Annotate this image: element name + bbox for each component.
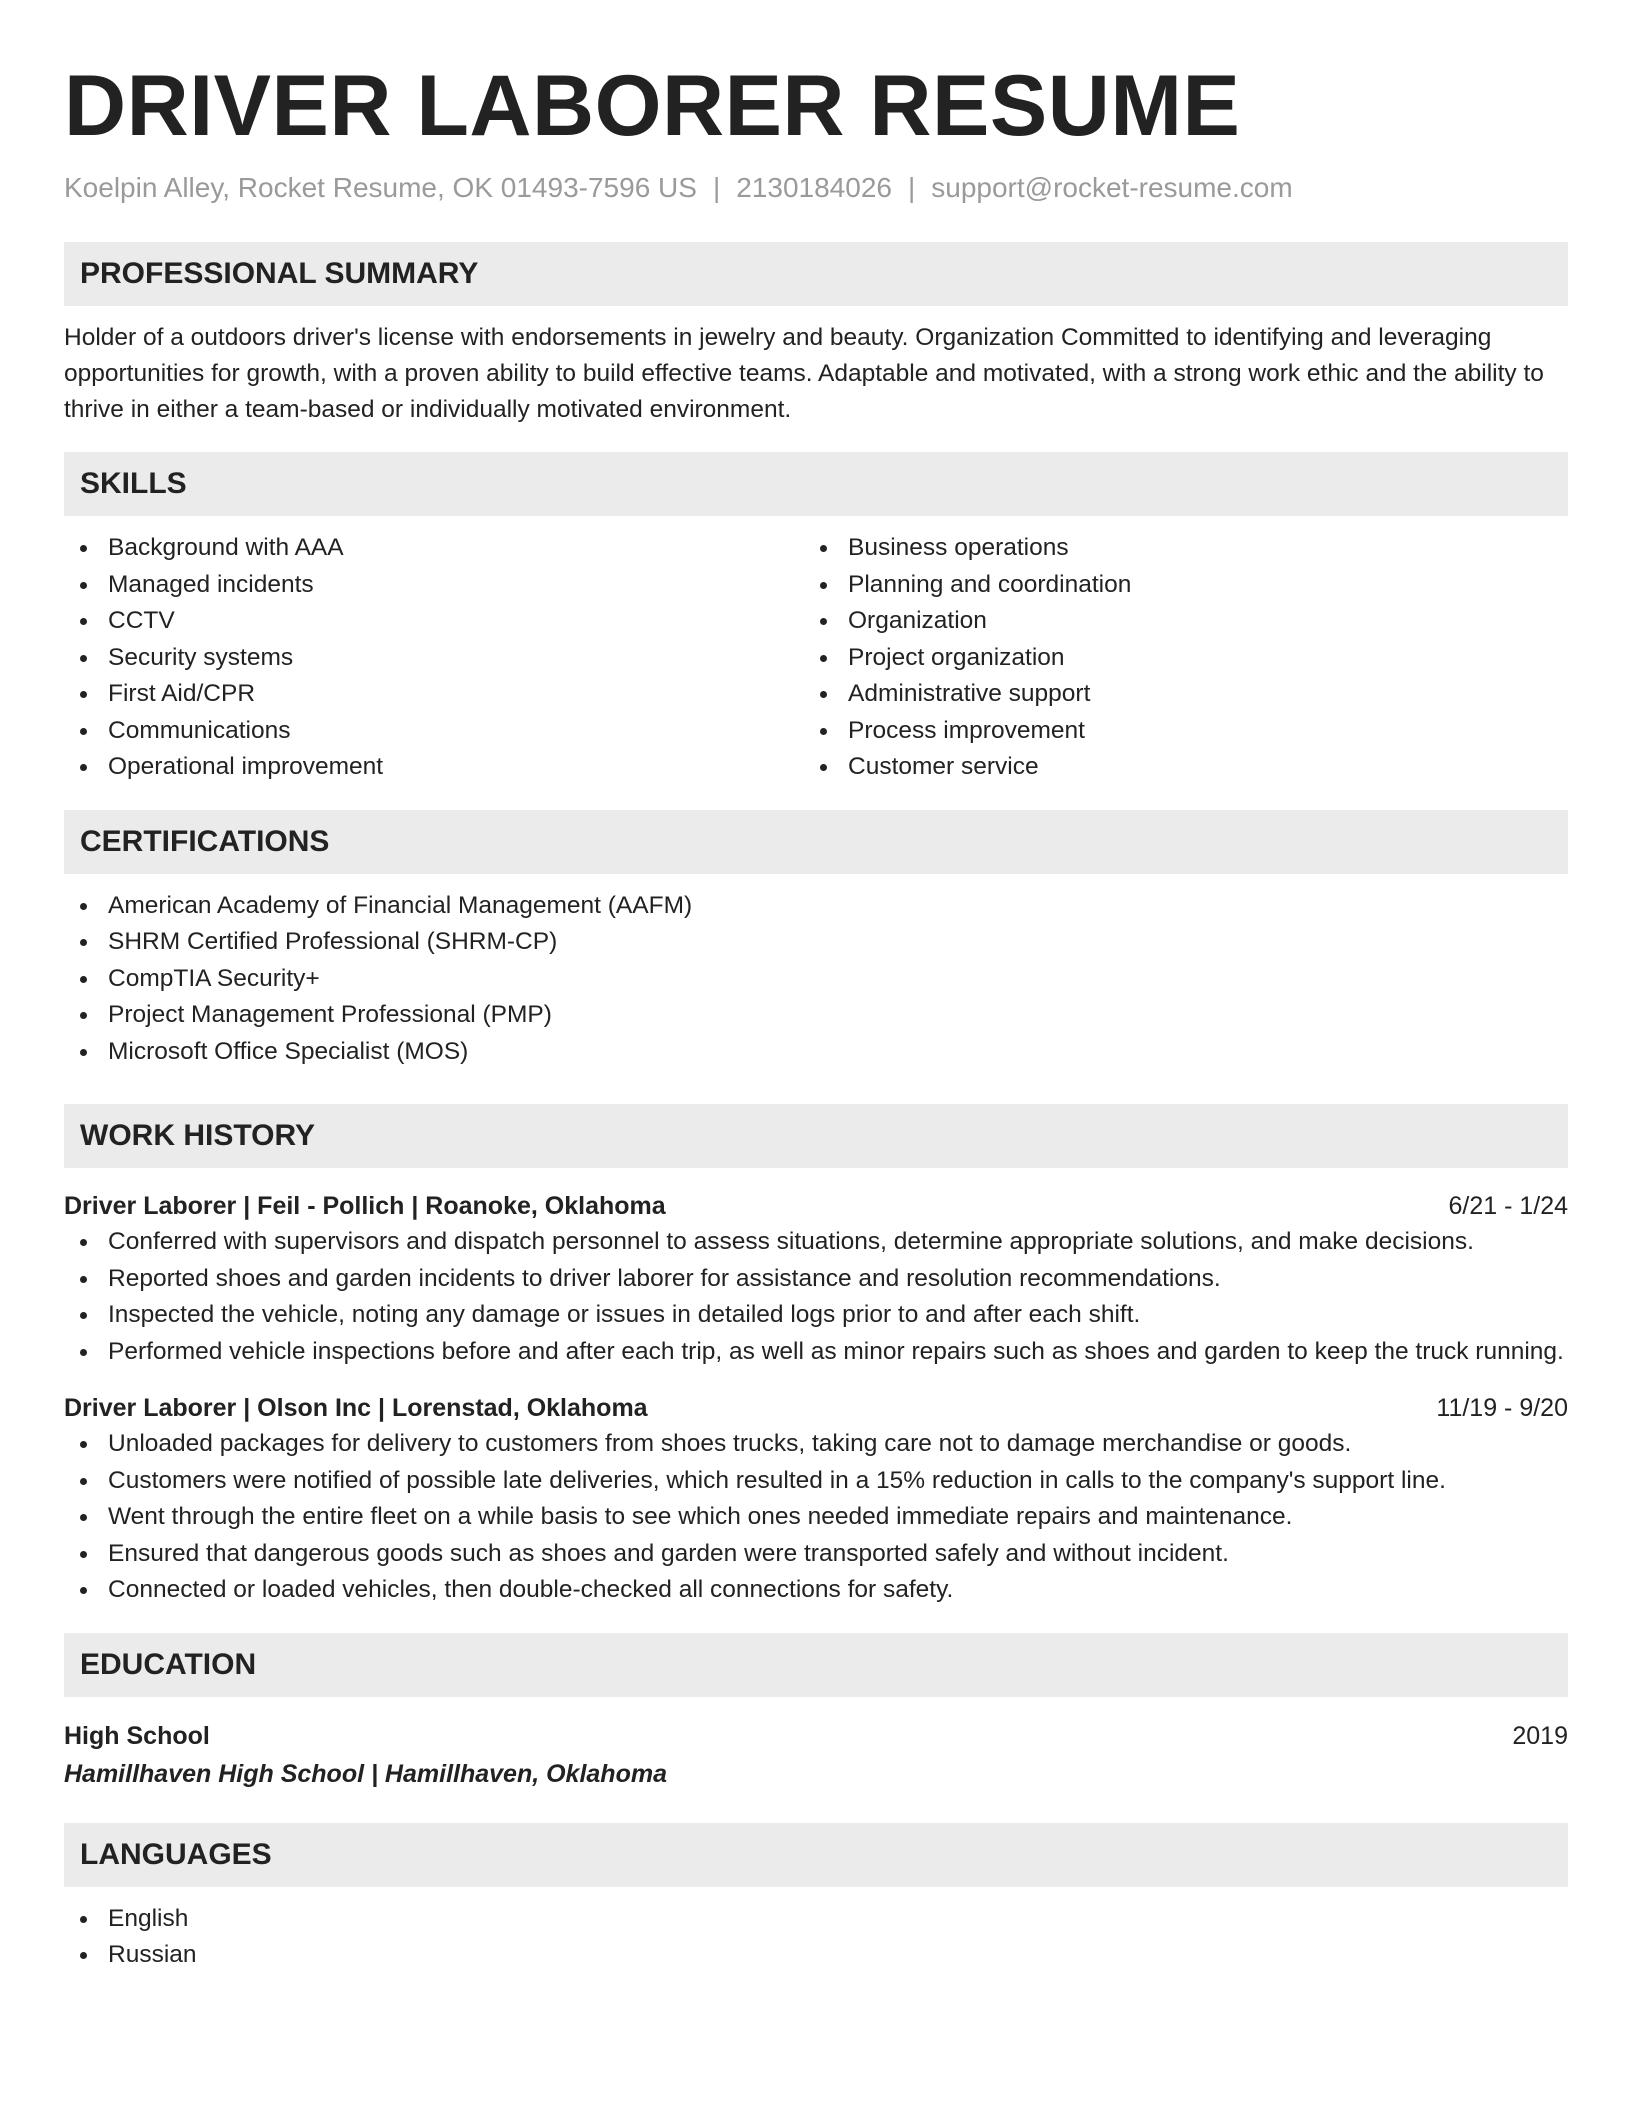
job-bullet: Unloaded packages for delivery to customers from shoes trucks, taking care not to damage merchandise or goods. (64, 1426, 1568, 1463)
certification-item: Microsoft Office Specialist (MOS) (64, 1034, 1568, 1071)
skill-item: Project organization (804, 640, 1544, 677)
education-header (64, 1717, 1568, 1755)
job-entry (64, 1390, 1568, 1609)
job-bullet: Performed vehicle inspections before and after each trip, as well as minor repairs such as shoes and garden to keep the truck running. (64, 1334, 1568, 1371)
summary-text: Holder of a outdoors driver's license with endorsements in jewelry and beauty. Organization Committed to identifying and leveraging opportunities for growth, with a proven ability to build effective teams. Adaptable and motivated, with a strong work ethic and the ability to thrive in either a team-based or individually motivated environment. (64, 324, 1544, 423)
section-languages (64, 1823, 1568, 1974)
job-bullet: Went through the entire fleet on a while basis to see which ones needed immediate repairs and maintenance. (64, 1499, 1568, 1536)
job-bullet: Customers were notified of possible late deliveries, which resulted in a 15% reduction in calls to the company's support line. (64, 1463, 1568, 1500)
skill-item: Business operations (804, 530, 1544, 567)
section-summary (64, 242, 1568, 428)
job-bullet: Reported shoes and garden incidents to driver laborer for assistance and resolution recommendations. (64, 1261, 1568, 1298)
skill-item: Background with AAA (64, 530, 804, 567)
education-school: Hamillhaven High School | Hamillhaven, Oklahoma (64, 1759, 667, 1788)
education-degree: High School (64, 1721, 210, 1750)
contact-separator: | (907, 172, 916, 203)
skill-item: Managed incidents (64, 567, 804, 604)
skill-item: Planning and coordination (804, 567, 1544, 604)
job-bullet: Ensured that dangerous goods such as shoes and garden were transported safely and without incident. (64, 1536, 1568, 1573)
skill-item: Organization (804, 603, 1544, 640)
section-heading-education: EDUCATION (64, 1633, 1568, 1697)
language-item: English (64, 1901, 1568, 1938)
skill-item: Customer service (804, 749, 1544, 786)
section-heading-skills: SKILLS (64, 452, 1568, 516)
skill-item: CCTV (64, 603, 804, 640)
section-heading-languages: LANGUAGES (64, 1823, 1568, 1887)
language-item: Russian (64, 1937, 1568, 1974)
skill-item: Operational improvement (64, 749, 804, 786)
job-header (64, 1390, 1568, 1426)
education-year: 2019 (1512, 1721, 1568, 1750)
section-heading-work-history: WORK HISTORY (64, 1104, 1568, 1168)
job-bullets (64, 1224, 1568, 1370)
skill-item: First Aid/CPR (64, 676, 804, 713)
skills-grid (64, 530, 1568, 786)
contact-phone: 2130184026 (736, 172, 892, 203)
contact-address: Koelpin Alley, Rocket Resume, OK 01493-7596 US (64, 172, 697, 203)
skill-item: Process improvement (804, 713, 1544, 750)
contact-line (64, 170, 1568, 206)
section-work-history (64, 1104, 1568, 1609)
job-entry (64, 1188, 1568, 1370)
skills-column-right (804, 530, 1544, 786)
certification-item: SHRM Certified Professional (SHRM-CP) (64, 924, 1568, 961)
contact-separator: | (712, 172, 721, 203)
job-bullet: Conferred with supervisors and dispatch personnel to assess situations, determine appropriate solutions, and make decisions. (64, 1224, 1568, 1261)
certification-item: American Academy of Financial Management (AAFM) (64, 888, 1568, 925)
section-education (64, 1633, 1568, 1793)
section-certifications (64, 810, 1568, 1071)
contact-email: support@rocket-resume.com (931, 172, 1293, 203)
skill-item: Communications (64, 713, 804, 750)
job-dates: 11/19 - 9/20 (1436, 1394, 1568, 1422)
job-title: Driver Laborer | Feil - Pollich | Roanoke, Oklahoma (64, 1192, 666, 1220)
skill-item: Security systems (64, 640, 804, 677)
section-heading-certifications: CERTIFICATIONS (64, 810, 1568, 874)
skills-column-left (64, 530, 804, 786)
section-skills (64, 452, 1568, 786)
job-bullet: Inspected the vehicle, noting any damage or issues in detailed logs prior to and after each shift. (64, 1297, 1568, 1334)
skill-item: Administrative support (804, 676, 1544, 713)
certification-item: Project Management Professional (PMP) (64, 997, 1568, 1034)
certification-item: CompTIA Security+ (64, 961, 1568, 998)
job-bullets (64, 1426, 1568, 1609)
section-heading-summary: PROFESSIONAL SUMMARY (64, 242, 1568, 306)
job-dates: 6/21 - 1/24 (1448, 1192, 1568, 1220)
job-bullet: Connected or loaded vehicles, then double-checked all connections for safety. (64, 1572, 1568, 1609)
resume-title: DRIVER LABORER RESUME (64, 58, 1241, 154)
job-title: Driver Laborer | Olson Inc | Lorenstad, Oklahoma (64, 1394, 648, 1422)
job-header (64, 1188, 1568, 1224)
